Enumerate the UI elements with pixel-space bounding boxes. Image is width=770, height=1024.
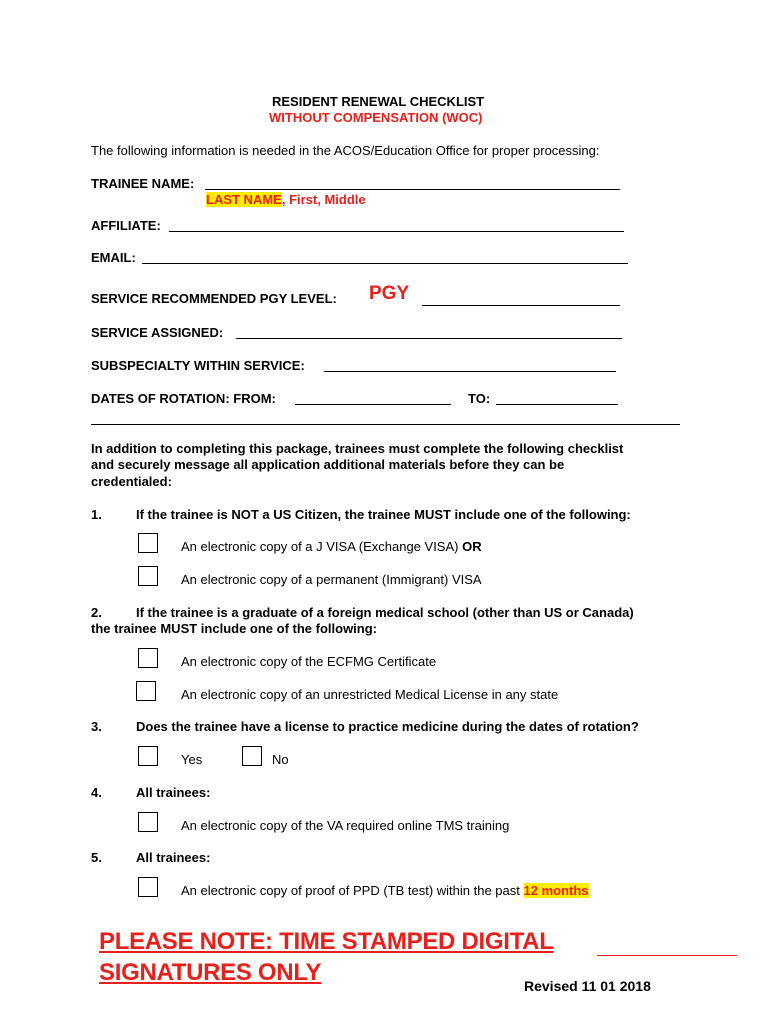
- item-4-number: 4.: [91, 785, 102, 800]
- permanent-visa-label: An electronic copy of a permanent (Immigrant) VISA: [181, 572, 482, 587]
- last-name-hint: LAST NAME: [206, 192, 282, 207]
- affiliate-field[interactable]: [169, 231, 624, 232]
- trainee-name-field[interactable]: [205, 189, 620, 190]
- date-to-field[interactable]: [496, 404, 618, 405]
- ppd-label: An electronic copy of proof of PPD (TB test) within the past: [181, 883, 520, 898]
- item-3-number: 3.: [91, 719, 102, 734]
- yes-checkbox[interactable]: [138, 746, 158, 766]
- item-2-text-2: the trainee MUST include one of the following:: [91, 621, 377, 636]
- twelve-months-highlight: 12 months: [523, 883, 589, 898]
- instructions-line-2: and securely message all application additional materials before they can be: [91, 457, 565, 472]
- item-1-text: If the trainee is NOT a US Citizen, the trainee MUST include one of the following:: [136, 507, 631, 522]
- medical-license-label: An electronic copy of an unrestricted Medical License in any state: [181, 687, 559, 702]
- yes-label: Yes: [181, 752, 203, 767]
- permanent-visa-checkbox[interactable]: [138, 566, 158, 586]
- ecfmg-label: An electronic copy of the ECFMG Certificate: [181, 654, 437, 669]
- email-field[interactable]: [142, 263, 628, 264]
- no-label: No: [272, 752, 289, 767]
- item-2-text: If the trainee is a graduate of a foreign medical school (other than US or Canada): [136, 605, 634, 620]
- ecfmg-checkbox[interactable]: [138, 648, 158, 668]
- email-label: EMAIL:: [91, 250, 136, 265]
- form-subtitle: WITHOUT COMPENSATION (WOC): [269, 110, 483, 125]
- item-5-text: All trainees:: [136, 850, 211, 865]
- instructions-line-3: credentialed:: [91, 474, 172, 489]
- pgy-field[interactable]: [422, 305, 620, 306]
- trainee-name-label: TRAINEE NAME:: [91, 176, 195, 191]
- please-note-line-1: PLEASE NOTE: TIME STAMPED DIGITAL: [99, 928, 554, 955]
- j-visa-checkbox[interactable]: [138, 533, 158, 553]
- form-title: RESIDENT RENEWAL CHECKLIST: [272, 94, 485, 109]
- subspecialty-label: SUBSPECIALTY WITHIN SERVICE:: [91, 358, 305, 373]
- affiliate-label: AFFILIATE:: [91, 218, 161, 233]
- dates-from-label: DATES OF ROTATION: FROM:: [91, 391, 276, 406]
- item-5-number: 5.: [91, 850, 102, 865]
- tms-training-label: An electronic copy of the VA required online TMS training: [181, 818, 510, 833]
- item-3-text: Does the trainee have a license to practice medicine during the dates of rotation?: [136, 719, 639, 734]
- service-assigned-field[interactable]: [236, 338, 622, 339]
- medical-license-checkbox[interactable]: [136, 681, 156, 701]
- date-from-field[interactable]: [295, 404, 451, 405]
- subspecialty-field[interactable]: [324, 371, 616, 372]
- intro-text: The following information is needed in the ACOS/Education Office for proper processing:: [91, 143, 600, 158]
- no-checkbox[interactable]: [242, 746, 262, 766]
- j-visa-label: An electronic copy of a J VISA (Exchange VISA): [181, 539, 459, 554]
- or-label: OR: [462, 539, 482, 554]
- instructions-line-1: In addition to completing this package, trainees must complete the following checklist: [91, 441, 624, 456]
- revised-date: Revised 11 01 2018: [524, 978, 651, 994]
- ppd-checkbox[interactable]: [138, 877, 158, 897]
- note-underline-extension: [597, 955, 737, 956]
- pgy-prefix: PGY: [369, 283, 410, 304]
- service-assigned-label: SERVICE ASSIGNED:: [91, 325, 224, 340]
- first-middle-hint: , First, Middle: [281, 192, 366, 207]
- pgy-label: SERVICE RECOMMENDED PGY LEVEL:: [91, 291, 337, 306]
- j-visa-option: [181, 539, 482, 554]
- item-1-number: 1.: [91, 507, 102, 522]
- please-note-line-2: SIGNATURES ONLY: [99, 959, 322, 986]
- tms-training-checkbox[interactable]: [138, 812, 158, 832]
- ppd-option: [181, 883, 589, 898]
- item-2-number: 2.: [91, 605, 102, 620]
- item-4-text: All trainees:: [136, 785, 211, 800]
- trainee-name-hint: [206, 192, 366, 207]
- dates-to-label: TO:: [468, 391, 491, 406]
- section-divider: [91, 424, 680, 425]
